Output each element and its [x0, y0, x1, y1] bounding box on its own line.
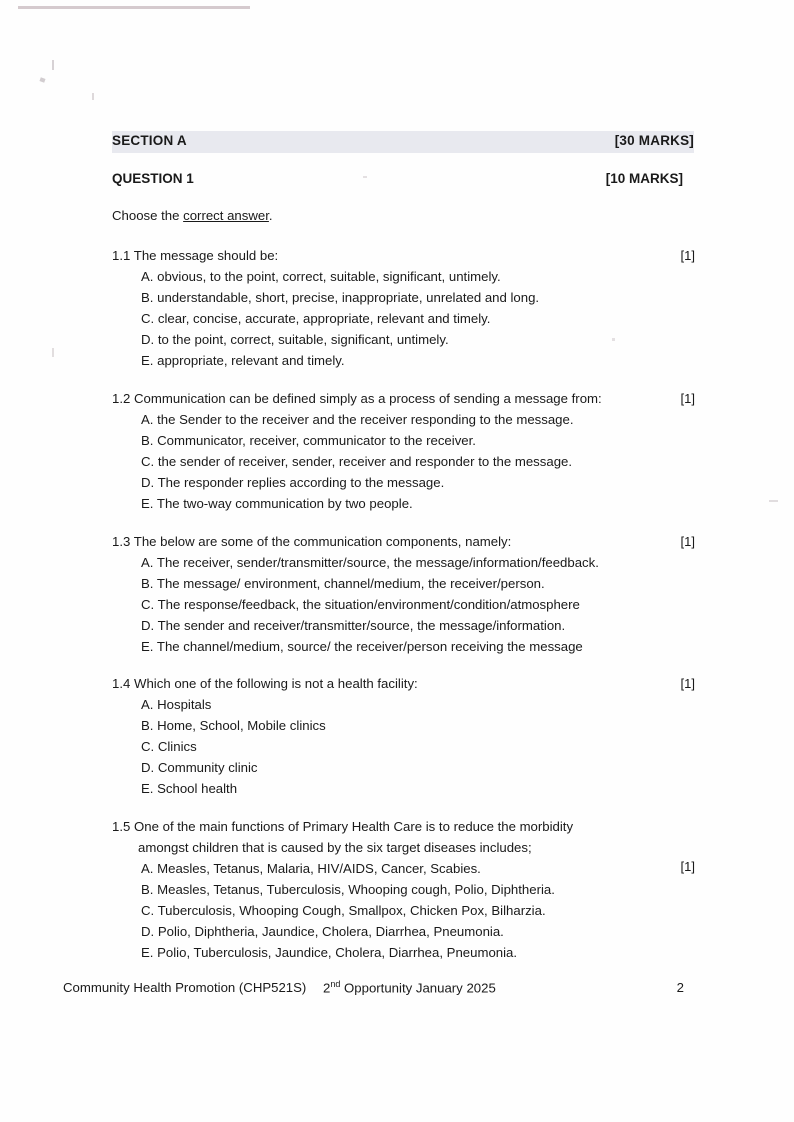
- option-item: C. Clinics: [141, 739, 197, 754]
- question-item-1-2: [112, 388, 695, 514]
- scan-artifact-top-bar: [18, 6, 250, 9]
- question-stem: [112, 673, 418, 694]
- scan-artifact-speck: [92, 93, 94, 100]
- question-number: 1.2: [112, 391, 131, 406]
- option-item: D. Community clinic: [141, 760, 258, 775]
- question-number: 1.1: [112, 248, 131, 263]
- question-text: One of the main functions of Primary Health Care is to reduce the morbidity: [134, 819, 574, 834]
- option-item: A. the Sender to the receiver and the receiver responding to the message.: [141, 412, 574, 427]
- question-mark-value: [1]: [680, 391, 695, 406]
- question-header: [112, 171, 683, 186]
- option-list: [112, 266, 695, 371]
- footer-opportunity-ordinal: nd: [330, 979, 341, 989]
- option-item: E. The channel/medium, source/ the receiver/person receiving the message: [141, 639, 583, 654]
- question-mark-value: [1]: [680, 248, 695, 263]
- question-text: The below are some of the communication components, namely:: [133, 534, 512, 549]
- option-item: C. the sender of receiver, sender, receiver and responder to the message.: [141, 454, 573, 469]
- option-item: A. obvious, to the point, correct, suitable, significant, untimely.: [141, 269, 501, 284]
- question-stem: [112, 816, 573, 858]
- instruction-suffix: .: [268, 208, 273, 223]
- question-item-1-1: [112, 245, 695, 371]
- instruction-emphasis: correct answer: [183, 208, 269, 223]
- option-item: B. Home, School, Mobile clinics: [141, 718, 326, 733]
- option-item: E. The two-way communication by two people.: [141, 496, 413, 511]
- question-text-continuation: amongst children that is caused by the six target diseases includes;: [138, 840, 532, 855]
- question-number: 1.3: [112, 534, 131, 549]
- scan-artifact-speck: [39, 77, 45, 82]
- question-stem: [112, 531, 511, 552]
- question-item-1-5: [112, 816, 695, 963]
- option-item: A. Hospitals: [141, 697, 212, 712]
- question-mark-value: [1]: [680, 676, 695, 691]
- question-text: Communication can be defined simply as a process of sending a message from:: [134, 391, 602, 406]
- section-marks: [30 MARKS]: [614, 133, 694, 148]
- question-stem-row: [112, 531, 695, 552]
- scan-artifact-speck: [52, 348, 54, 357]
- option-item: C. The response/feedback, the situation/environment/condition/atmosphere: [141, 597, 580, 612]
- option-list: [112, 694, 695, 799]
- option-item: E. School health: [141, 781, 238, 796]
- footer-opportunity-prefix: 2: [323, 980, 331, 996]
- question-marks: [10 MARKS]: [605, 171, 683, 186]
- option-item: A. The receiver, sender/transmitter/source, the message/information/feedback.: [141, 555, 599, 570]
- option-item: E. Polio, Tuberculosis, Jaundice, Cholera, Diarrhea, Pneumonia.: [141, 945, 518, 960]
- question-number: 1.4: [112, 676, 131, 691]
- option-item: B. understandable, short, precise, inappropriate, unrelated and long.: [141, 290, 540, 305]
- question-mark-value: [1]: [680, 859, 695, 874]
- question-text: Which one of the following is not a health facility:: [134, 676, 418, 691]
- question-stem-row: [112, 388, 695, 409]
- option-item: A. Measles, Tetanus, Malaria, HIV/AIDS, Cancer, Scabies.: [141, 861, 481, 876]
- question-stem: [112, 388, 602, 409]
- footer-opportunity: [323, 979, 677, 995]
- instruction-line: [112, 208, 273, 223]
- page-footer: [63, 979, 684, 995]
- option-list: [112, 409, 695, 514]
- option-item: E. appropriate, relevant and timely.: [141, 353, 345, 368]
- question-stem-row: [112, 673, 695, 694]
- question-stem-row: [112, 245, 695, 266]
- footer-opportunity-rest: Opportunity January 2025: [340, 980, 496, 996]
- option-item: B. Measles, Tetanus, Tuberculosis, Whooping cough, Polio, Diphtheria.: [141, 882, 555, 897]
- footer-course: Community Health Promotion (CHP521S): [63, 980, 307, 996]
- option-list: [112, 552, 695, 657]
- option-item: C. clear, concise, accurate, appropriate, relevant and timely.: [141, 311, 491, 326]
- option-item: D. Polio, Diphtheria, Jaundice, Cholera, Diarrhea, Pneumonia.: [141, 924, 504, 939]
- section-title: SECTION A: [112, 133, 187, 148]
- option-item: C. Tuberculosis, Whooping Cough, Smallpox, Chicken Pox, Bilharzia.: [141, 903, 546, 918]
- option-list: [112, 858, 695, 963]
- question-stem: [112, 245, 278, 266]
- instruction-prefix: Choose the: [112, 208, 184, 223]
- option-item: B. Communicator, receiver, communicator to the receiver.: [141, 433, 476, 448]
- scan-artifact-speck: [52, 60, 54, 70]
- option-item: D. The sender and receiver/transmitter/source, the message/information.: [141, 618, 566, 633]
- question-item-1-3: [112, 531, 695, 657]
- question-title: QUESTION 1: [112, 171, 194, 186]
- section-header: [112, 133, 694, 148]
- question-mark-value: [1]: [680, 534, 695, 549]
- option-item: D. to the point, correct, suitable, significant, untimely.: [141, 332, 449, 347]
- question-number: 1.5: [112, 819, 131, 834]
- option-item: B. The message/ environment, channel/medium, the receiver/person.: [141, 576, 545, 591]
- question-text: The message should be:: [133, 248, 279, 263]
- scan-artifact-speck: [769, 500, 778, 502]
- footer-page-number: 2: [676, 980, 684, 996]
- question-item-1-4: [112, 673, 695, 799]
- option-item: D. The responder replies according to the message.: [141, 475, 445, 490]
